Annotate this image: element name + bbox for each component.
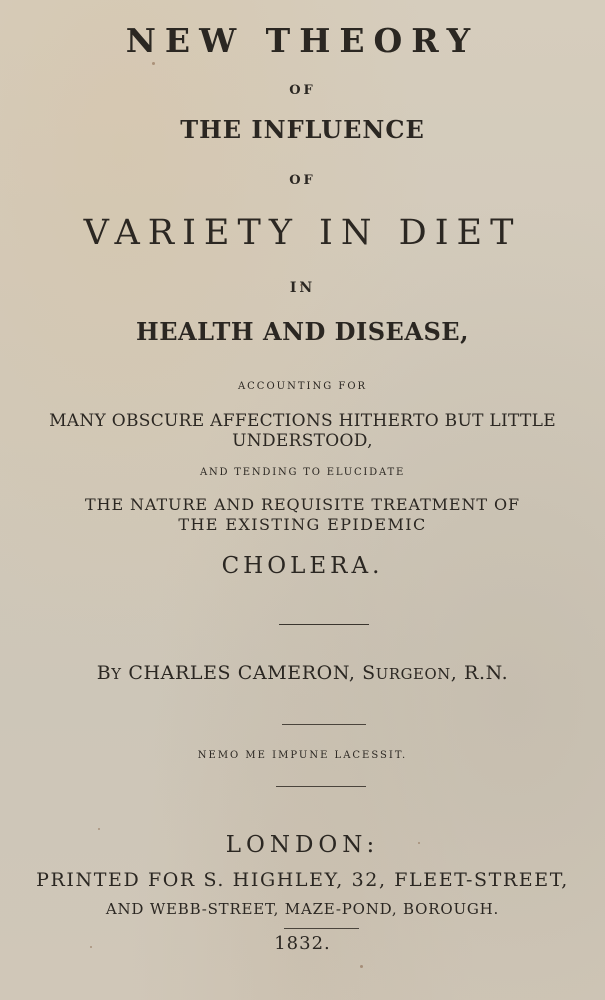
of-connector-1: OF [289, 83, 316, 98]
author-by-initial: B [96, 662, 112, 684]
in-connector: IN [289, 280, 316, 296]
author-line [0, 664, 605, 683]
author-suffix: , R.N. [450, 662, 509, 684]
of-connector-2: OF [289, 173, 316, 188]
motto: NEMO ME IMPUNE LACESSIT. [197, 750, 408, 761]
accounting-for-line: ACCOUNTING FOR [237, 381, 368, 392]
subtitle-line-1: MANY OBSCURE AFFECTIONS HITHERTO BUT LITTLE [49, 411, 556, 431]
author-title-initial: S [362, 662, 376, 684]
paper-speck [98, 828, 100, 830]
imprint-year: 1832. [274, 933, 331, 954]
subtitle-line-4: THE EXISTING EPIDEMIC [178, 515, 427, 534]
paper-speck [360, 965, 363, 968]
title-line-2: THE INFLUENCE [180, 115, 425, 144]
title-line-3: VARIETY IN DIET [83, 213, 522, 253]
paper-speck [152, 62, 155, 65]
imprint-printer: PRINTED FOR S. HIGHLEY, 32, FLEET-STREET, [36, 869, 569, 891]
author-name: CHARLES CAMERON, [128, 662, 356, 684]
title-line-4: HEALTH AND DISEASE, [136, 317, 469, 346]
paper-speck [90, 946, 92, 948]
author-by-rest: Y [111, 666, 122, 683]
divider-rule-1 [279, 624, 369, 625]
tending-line: AND TENDING TO ELUCIDATE [199, 467, 406, 478]
divider-rule-3 [276, 786, 366, 787]
author-title-rest: URGEON [375, 666, 451, 683]
subtitle-line-2: UNDERSTOOD, [232, 431, 373, 451]
paper-speck [300, 284, 302, 286]
divider-rule-2 [282, 724, 366, 725]
imprint-address: AND WEBB-STREET, MAZE-POND, BOROUGH. [105, 900, 500, 918]
divider-rule-4 [284, 928, 359, 929]
subtitle-line-3: THE NATURE AND REQUISITE TREATMENT OF [85, 495, 520, 514]
imprint-city: LONDON: [225, 832, 380, 858]
title-line-1: NEW THEORY [125, 21, 480, 60]
paper-speck [418, 842, 420, 844]
cholera-line: CHOLERA. [221, 553, 384, 579]
